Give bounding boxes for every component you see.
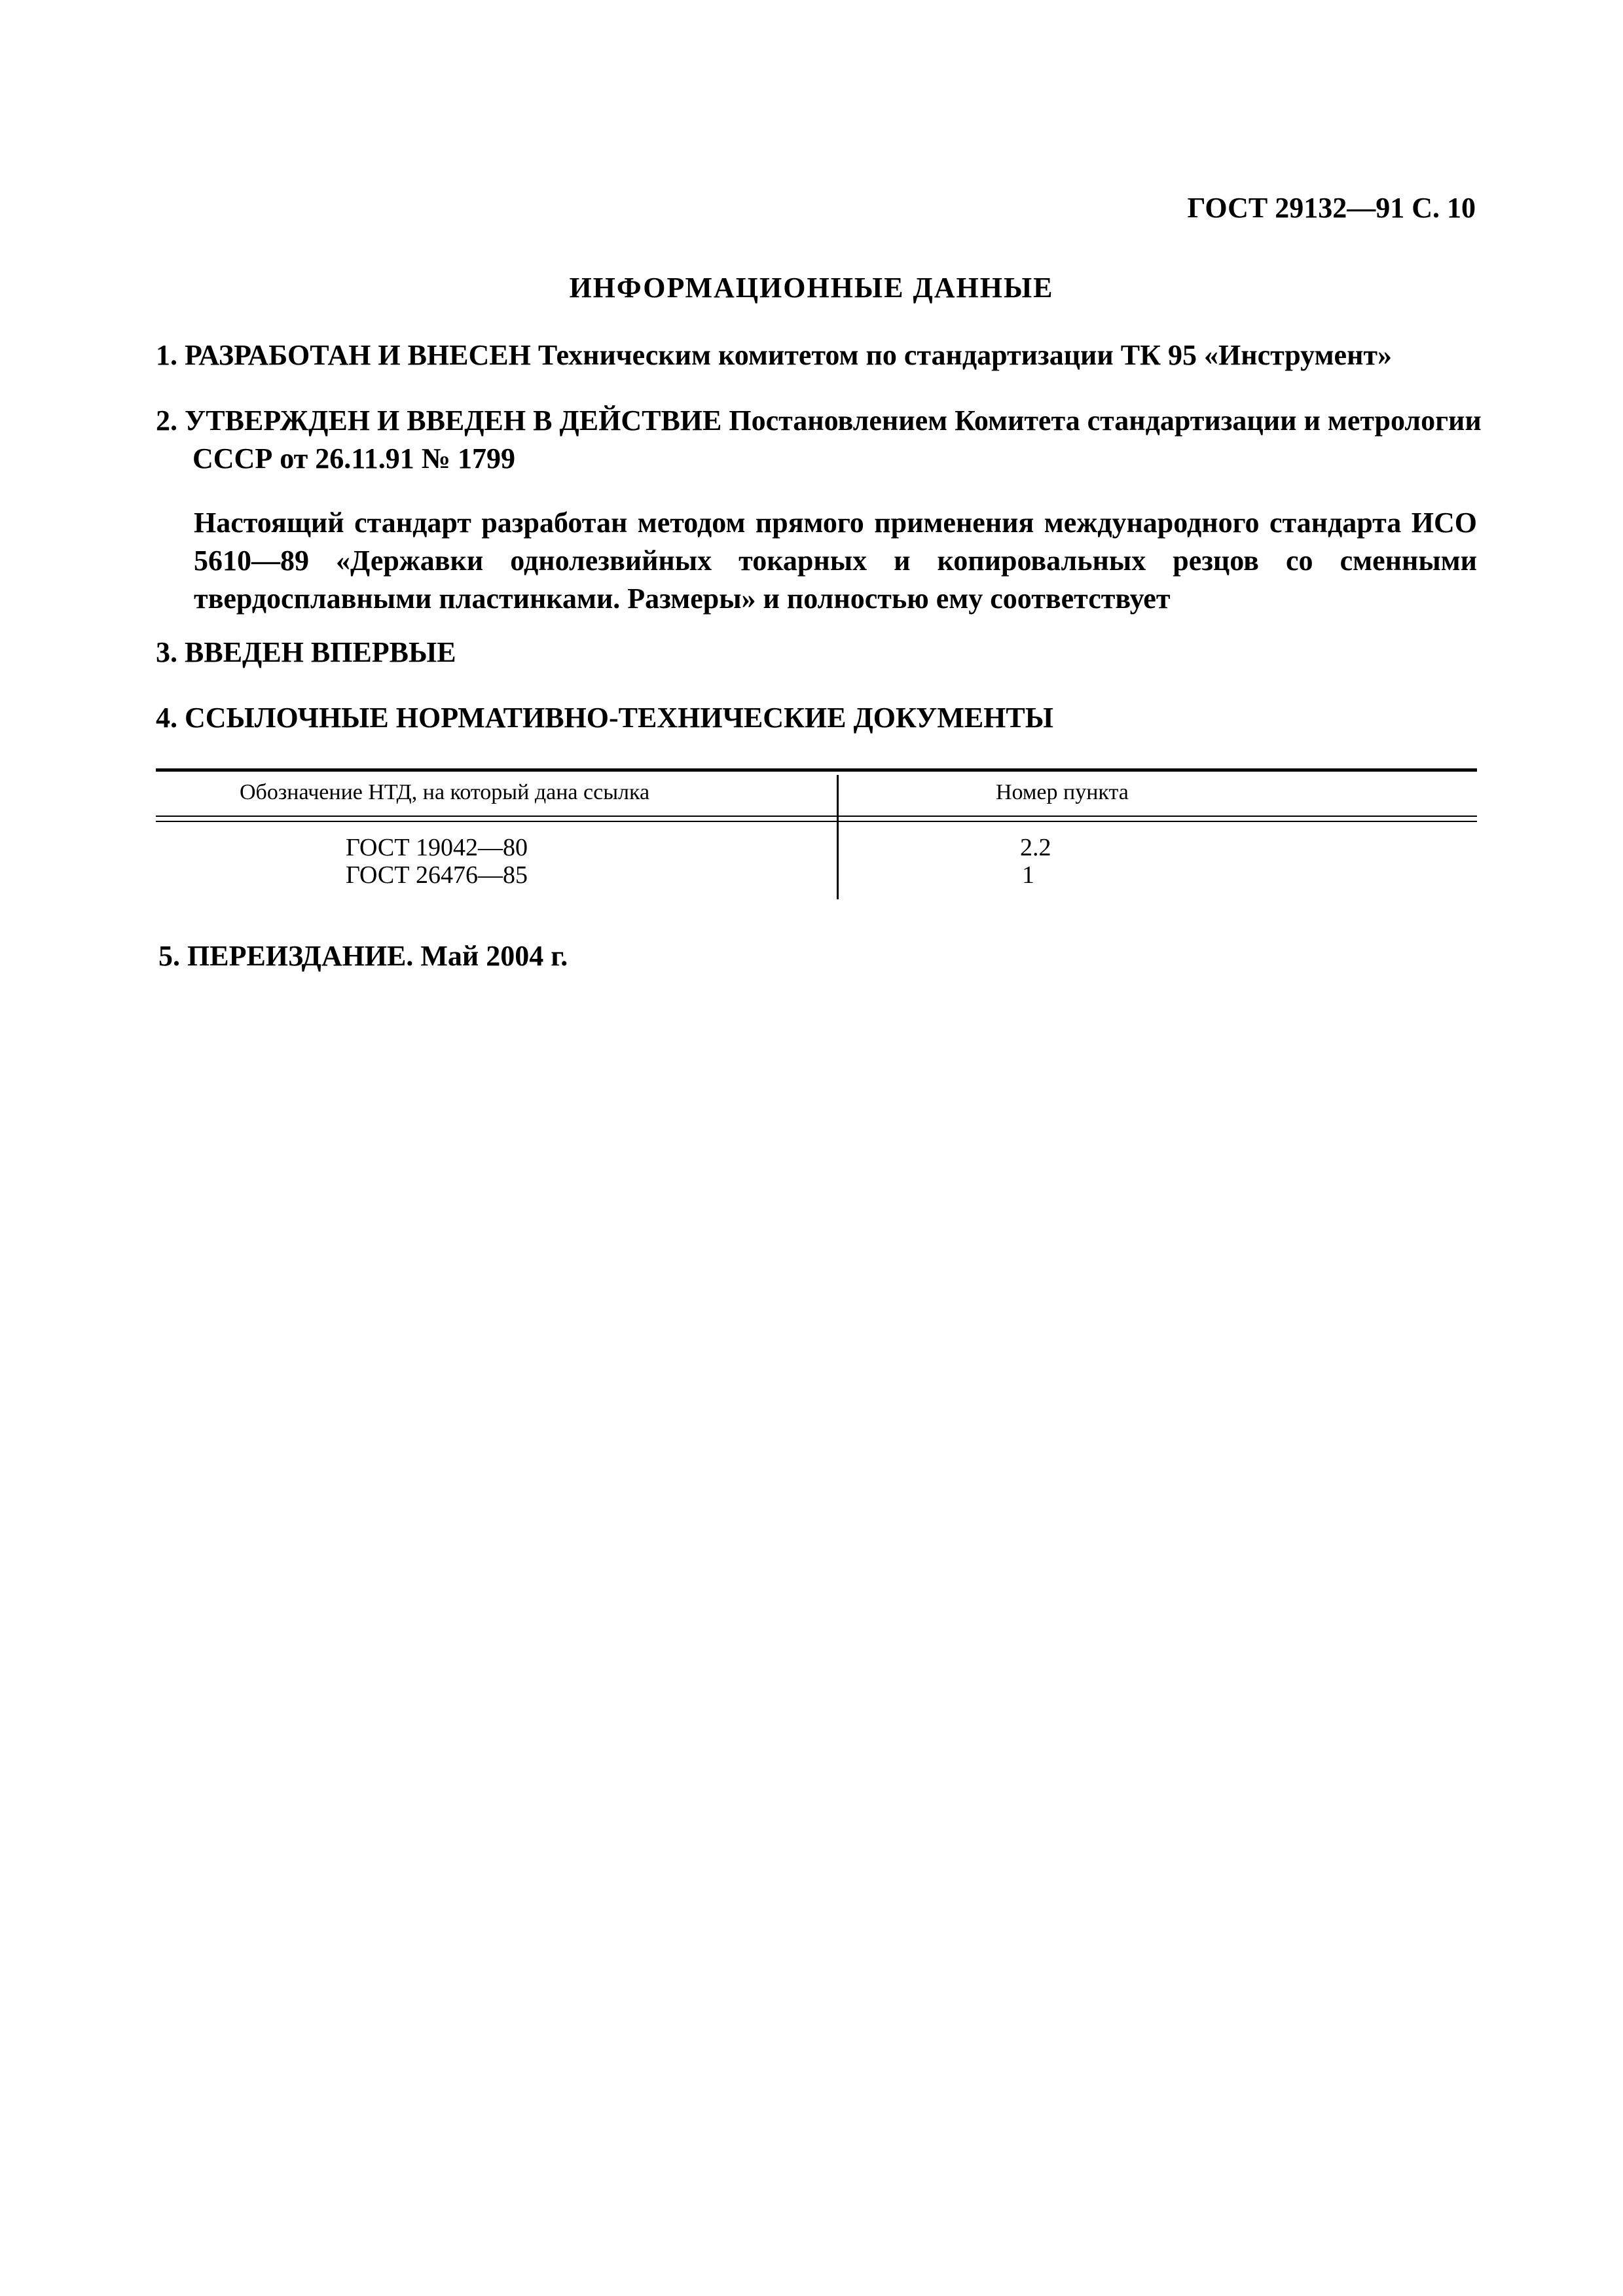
item-lead: ВВЕДЕН ВПЕРВЫЕ — [185, 636, 456, 668]
item-4 — [156, 699, 1477, 737]
table-column-divider — [837, 775, 839, 899]
table-cell-designation: ГОСТ 19042—80 — [346, 834, 528, 861]
item-text: Постановлением Комитета стандартизации и метрологии — [729, 404, 1482, 437]
table-header-rule — [156, 816, 1477, 822]
item-lead: ССЫЛОЧНЫЕ НОРМАТИВНО-ТЕХНИЧЕСКИЕ ДОКУМЕНТЫ — [185, 702, 1053, 734]
item-number: 2. — [156, 404, 177, 437]
table-header-clause: Номер пункта — [996, 780, 1129, 804]
item-1 — [156, 336, 1477, 374]
page-header: ГОСТ 29132—91 С. 10 — [1187, 192, 1476, 224]
item-number: 4. — [156, 702, 177, 734]
document-title: ИНФОРМАЦИОННЫЕ ДАННЫЕ — [569, 272, 1054, 304]
references-table — [156, 768, 1477, 899]
item-number: 1. — [156, 339, 177, 371]
item-number: 3. — [156, 636, 177, 668]
item-2 — [156, 402, 1482, 478]
item-text: Май 2004 г. — [420, 940, 568, 972]
item-lead: УТВЕРЖДЕН И ВВЕДЕН В ДЕЙСТВИЕ — [185, 404, 722, 437]
body-paragraph: Настоящий стандарт разработан методом прямого применения международного стандарта ИСО 5610—89 «Державки однолезвийных токарных и копировальных резцов со сменными твердосплавными пластинками. Размеры» и полностью ему соответствует — [194, 507, 1477, 615]
item-text: Техническим комитетом по стандартизации ТК 95 «Инструмент» — [538, 339, 1393, 371]
table-header-designation: Обозначение НТД, на который дана ссылка — [240, 780, 650, 804]
table-cell-designation: ГОСТ 26476—85 — [346, 861, 528, 889]
table-cell-clause: 1 — [1022, 861, 1034, 889]
item-number: 5. — [158, 940, 180, 972]
item-text-continued: СССР от 26.11.91 № 1799 — [192, 442, 516, 475]
table-cell-clause: 2.2 — [1020, 834, 1051, 861]
table-top-rule — [156, 768, 1477, 772]
item-5 — [158, 937, 1480, 975]
item-3 — [156, 634, 1477, 672]
item-lead: ПЕРЕИЗДАНИЕ. — [187, 940, 414, 972]
item-lead: РАЗРАБОТАН И ВНЕСЕН — [185, 339, 531, 371]
